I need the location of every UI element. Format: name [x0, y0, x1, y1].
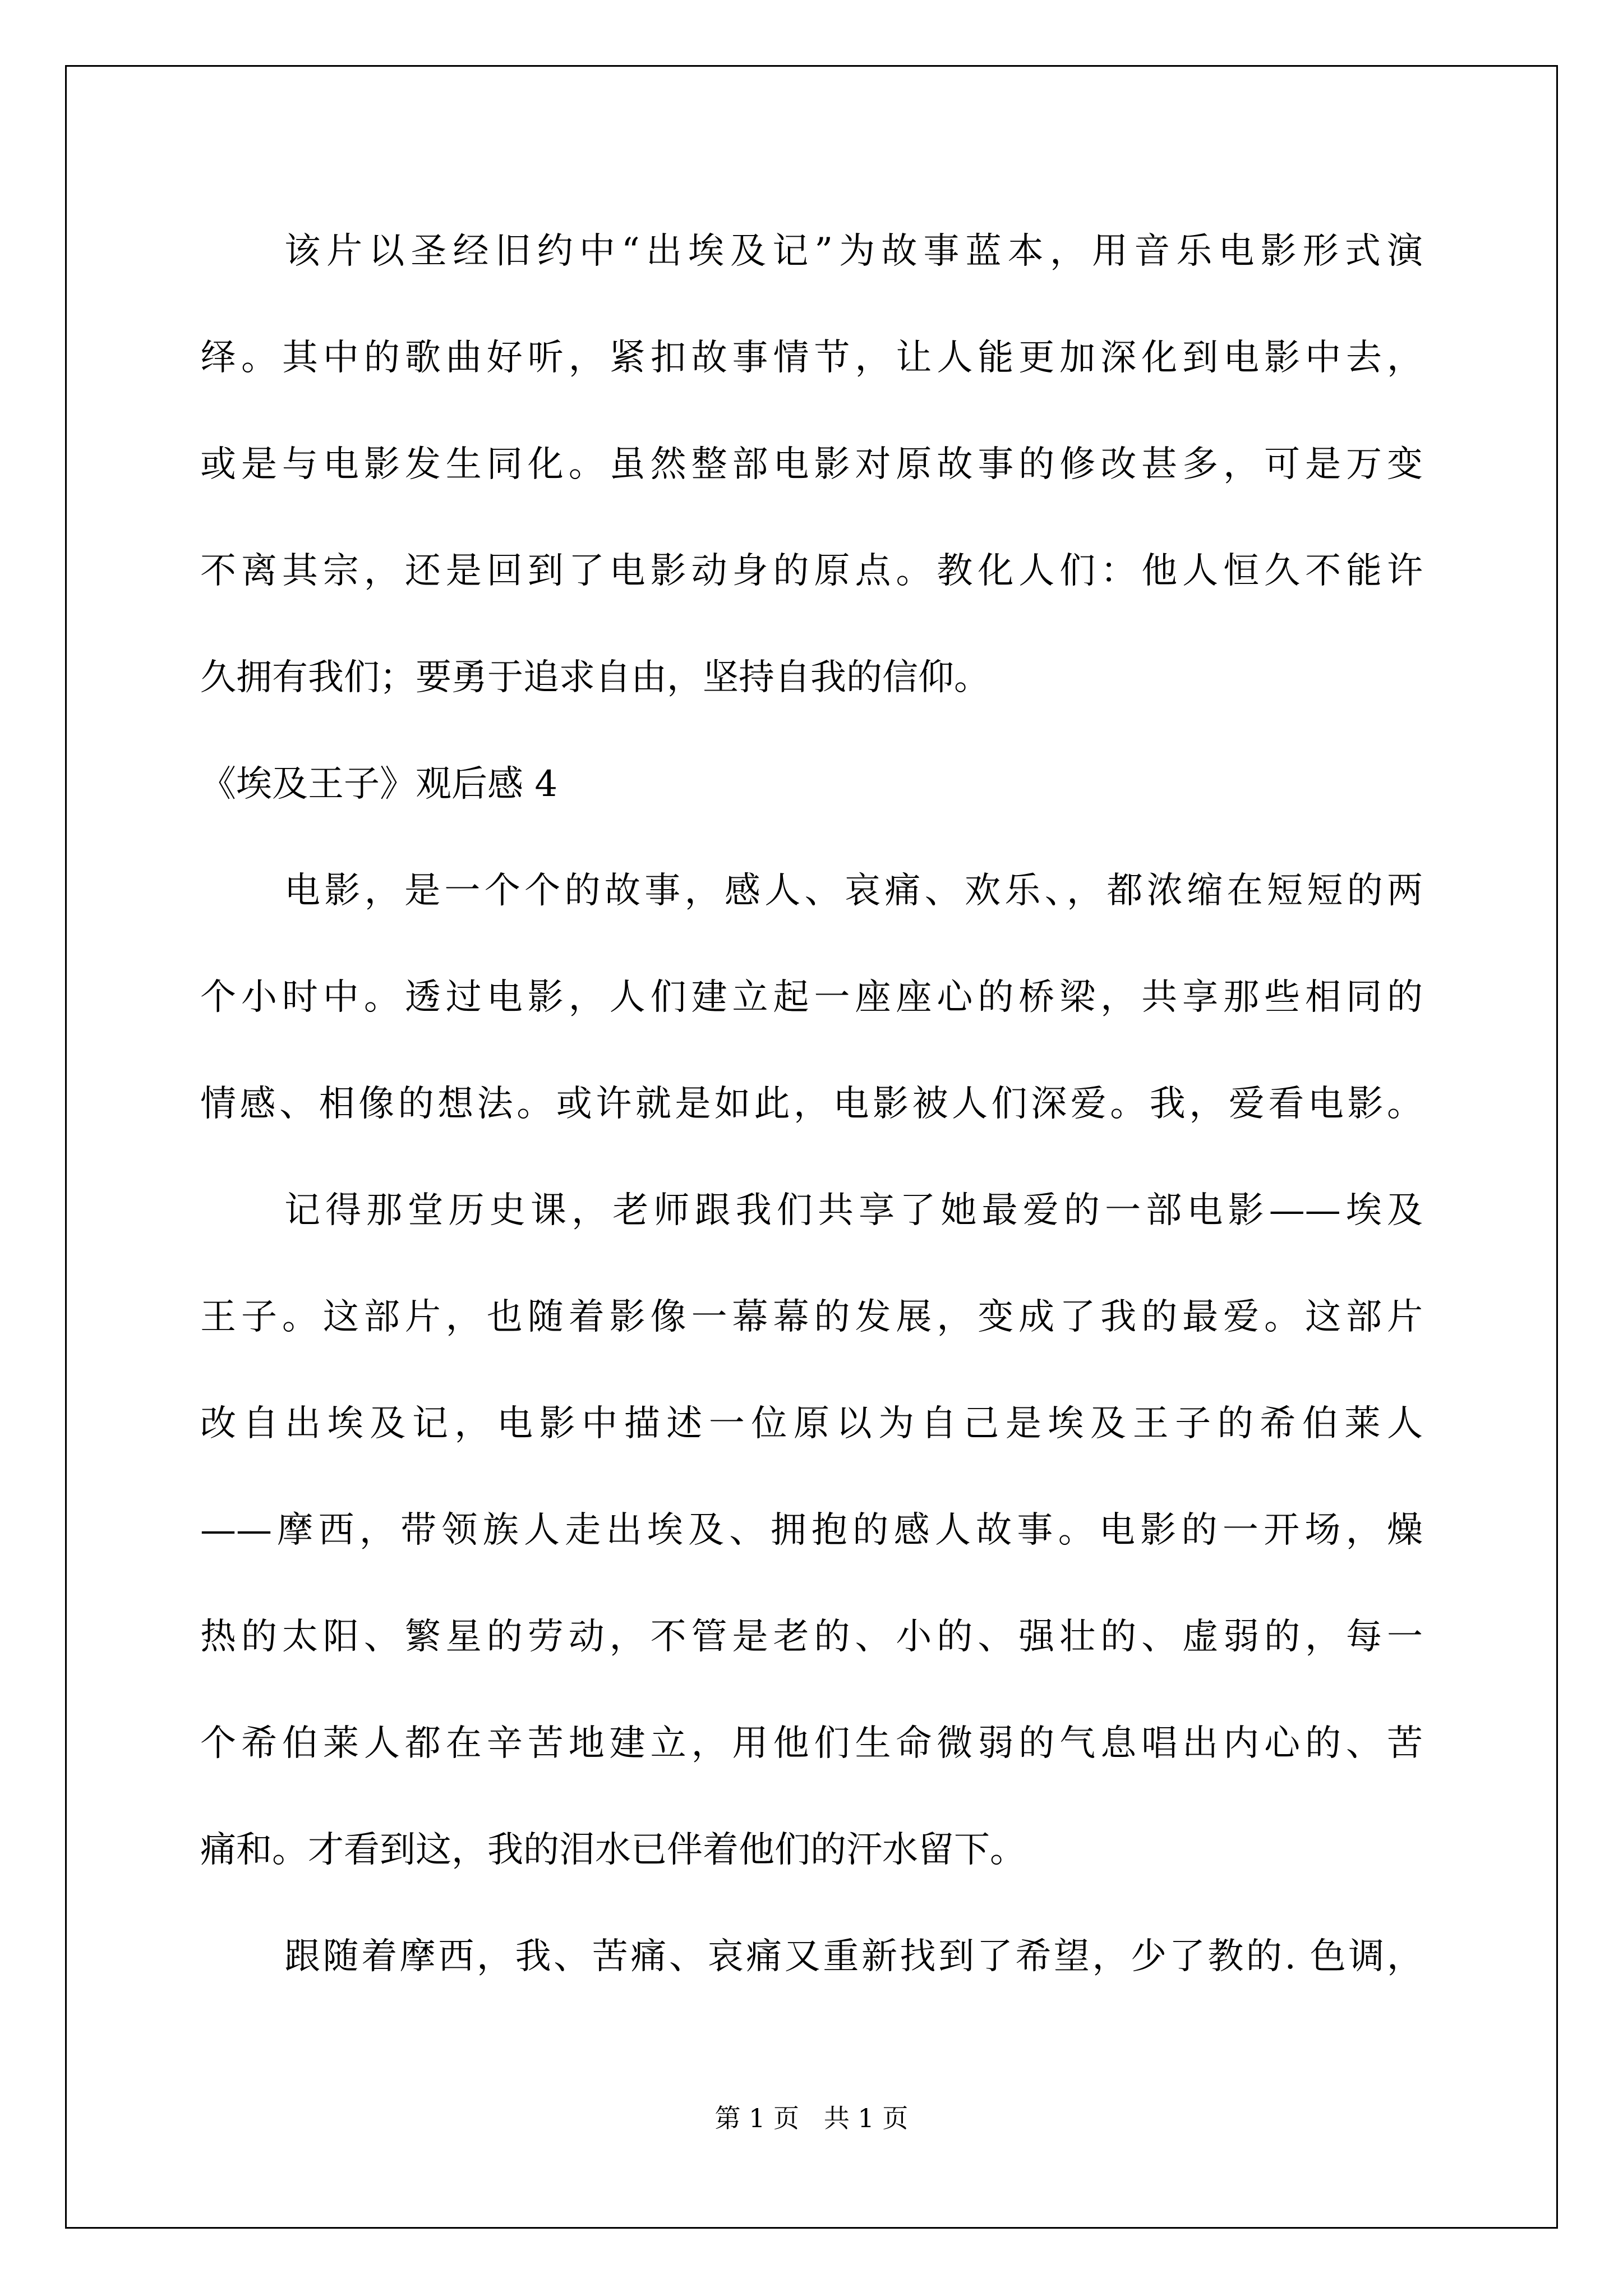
text-line: 或是与电影发生同化。虽然整部电影对原故事的修改甚多，可是万变 — [200, 444, 1423, 485]
text-line: 热的太阳、繁星的劳动，不管是老的、小的、强壮的、虚弱的，每一 — [200, 1616, 1423, 1658]
text-line: 个小时中。透过电影，人们建立起一座座心的桥梁，共享那些相同的 — [200, 977, 1423, 1018]
text-line: 王子。这部片，也随着影像一幕幕的发展，变成了我的最爱。这部片 — [200, 1296, 1423, 1338]
text-line: 痛和。才看到这，我的泪水已伴着他们的汗水留下。 — [200, 1829, 1026, 1871]
text-line: 记得那堂历史课，老师跟我们共享了她最爱的一部电影——埃及 — [284, 1190, 1423, 1231]
document-body — [200, 209, 1423, 2021]
section-heading: 《埃及王子》观后感 4 — [200, 763, 558, 805]
text-line: 不离其宗，还是回到了电影动身的原点。教化人们：他人恒久不能许 — [200, 550, 1423, 592]
text-line: 改自出埃及记，电影中描述一位原以为自己是埃及王子的希伯莱人 — [200, 1403, 1423, 1444]
page-footer: 第 1 页 共 1 页 — [714, 2103, 909, 2133]
text-line: 该片以圣经旧约中“出埃及记”为故事蓝本，用音乐电影形式演 — [284, 231, 1423, 272]
text-line: 个希伯莱人都在辛苦地建立，用他们生命微弱的气息唱出内心的、苦 — [200, 1723, 1423, 1764]
text-line: 情感、相像的想法。或许就是如此，电影被人们深爱。我，爱看电影。 — [200, 1083, 1423, 1125]
text-line: 跟随着摩西，我、苦痛、哀痛又重新找到了希望，少了教的. 色调， — [284, 1936, 1423, 1977]
text-line: 久拥有我们；要勇于追求自由，坚持自我的信仰。 — [200, 657, 990, 698]
text-line: ——摩西，带领族人走出埃及、拥抱的感人故事。电影的一开场，燥 — [200, 1510, 1423, 1551]
text-line: 电影，是一个个的故事，感人、哀痛、欢乐、，都浓缩在短短的两 — [284, 870, 1423, 912]
text-line: 绎。其中的歌曲好听，紧扣故事情节，让人能更加深化到电影中去， — [200, 337, 1423, 379]
